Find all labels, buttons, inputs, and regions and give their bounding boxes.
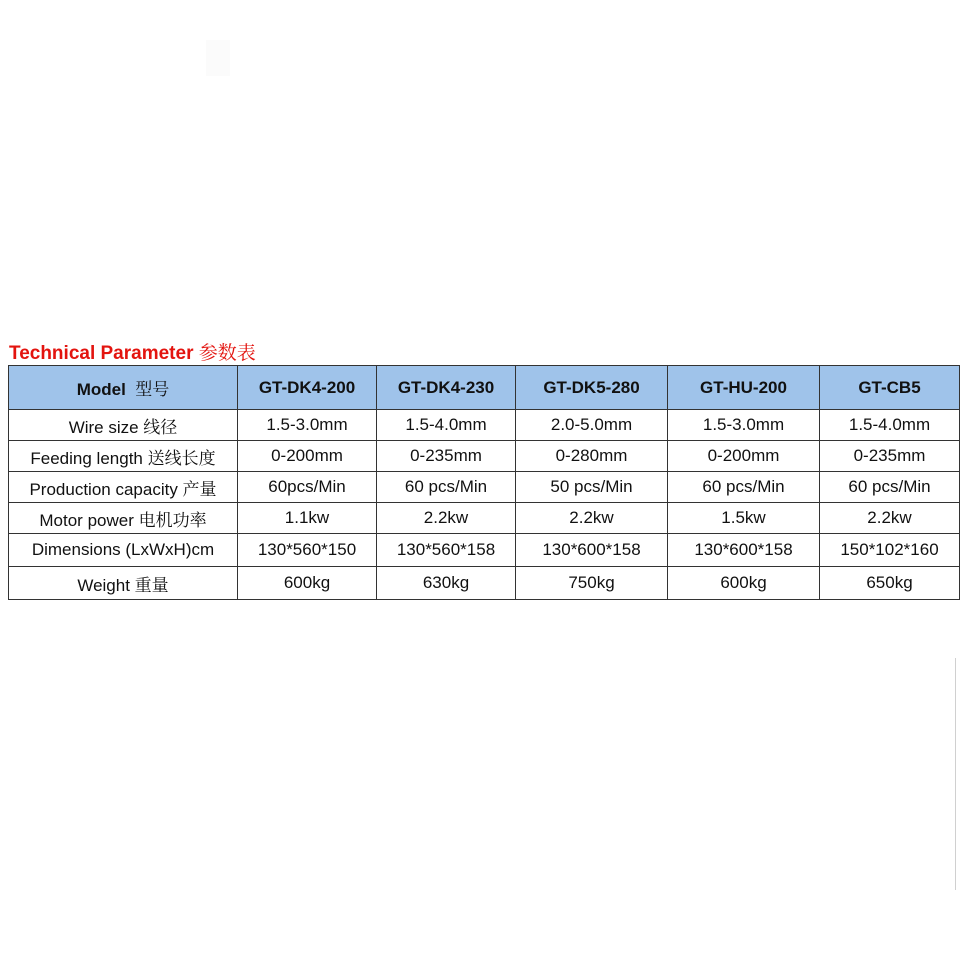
table-cell: 60 pcs/Min — [668, 472, 820, 503]
model-header: GT-CB5 — [820, 366, 960, 410]
row-label: Feeding length 送线长度 — [9, 441, 238, 472]
table-cell: 0-235mm — [377, 441, 516, 472]
edge-divider — [955, 658, 956, 890]
table-cell: 0-200mm — [668, 441, 820, 472]
model-header: GT-DK4-230 — [377, 366, 516, 410]
table-cell: 130*600*158 — [668, 534, 820, 567]
parameter-table — [8, 365, 960, 600]
table-cell: 2.2kw — [516, 503, 668, 534]
faint-mark — [206, 40, 230, 76]
table-cell: 1.1kw — [238, 503, 377, 534]
table-cell: 2.2kw — [820, 503, 960, 534]
header-label-cn: 型号 — [135, 380, 170, 399]
table-cell: 130*560*150 — [238, 534, 377, 567]
table-row — [9, 441, 960, 472]
table-row — [9, 534, 960, 567]
row-label: Dimensions (LxWxH)cm — [9, 534, 238, 567]
table-header-row — [9, 366, 960, 410]
table-cell: 600kg — [668, 567, 820, 600]
model-header: GT-DK5-280 — [516, 366, 668, 410]
table-cell: 1.5-4.0mm — [377, 410, 516, 441]
title-cn: 参数表 — [198, 343, 256, 364]
table-cell: 630kg — [377, 567, 516, 600]
table-cell: 0-280mm — [516, 441, 668, 472]
table-cell: 60pcs/Min — [238, 472, 377, 503]
table-cell: 1.5-4.0mm — [820, 410, 960, 441]
row-label: Wire size 线径 — [9, 410, 238, 441]
table-cell: 2.0-5.0mm — [516, 410, 668, 441]
header-label: Model — [76, 380, 126, 399]
table-cell: 130*600*158 — [516, 534, 668, 567]
table-cell: 130*560*158 — [377, 534, 516, 567]
table-row — [9, 472, 960, 503]
table-cell: 650kg — [820, 567, 960, 600]
table-cell: 60 pcs/Min — [377, 472, 516, 503]
row-label: Weight 重量 — [9, 567, 238, 600]
row-label: Motor power 电机功率 — [9, 503, 238, 534]
table-cell: 1.5kw — [668, 503, 820, 534]
table-cell: 150*102*160 — [820, 534, 960, 567]
page-title — [9, 338, 256, 365]
table-cell: 0-235mm — [820, 441, 960, 472]
table-row — [9, 410, 960, 441]
table-row — [9, 503, 960, 534]
row-label: Production capacity 产量 — [9, 472, 238, 503]
title-en: Technical Parameter — [9, 343, 194, 364]
table-cell: 2.2kw — [377, 503, 516, 534]
table-row — [9, 567, 960, 600]
table-cell: 750kg — [516, 567, 668, 600]
table-cell: 600kg — [238, 567, 377, 600]
table-cell: 1.5-3.0mm — [238, 410, 377, 441]
table-cell: 0-200mm — [238, 441, 377, 472]
header-label-cell — [9, 366, 238, 410]
model-header: GT-DK4-200 — [238, 366, 377, 410]
table-cell: 60 pcs/Min — [820, 472, 960, 503]
table-cell: 50 pcs/Min — [516, 472, 668, 503]
model-header: GT-HU-200 — [668, 366, 820, 410]
table-cell: 1.5-3.0mm — [668, 410, 820, 441]
